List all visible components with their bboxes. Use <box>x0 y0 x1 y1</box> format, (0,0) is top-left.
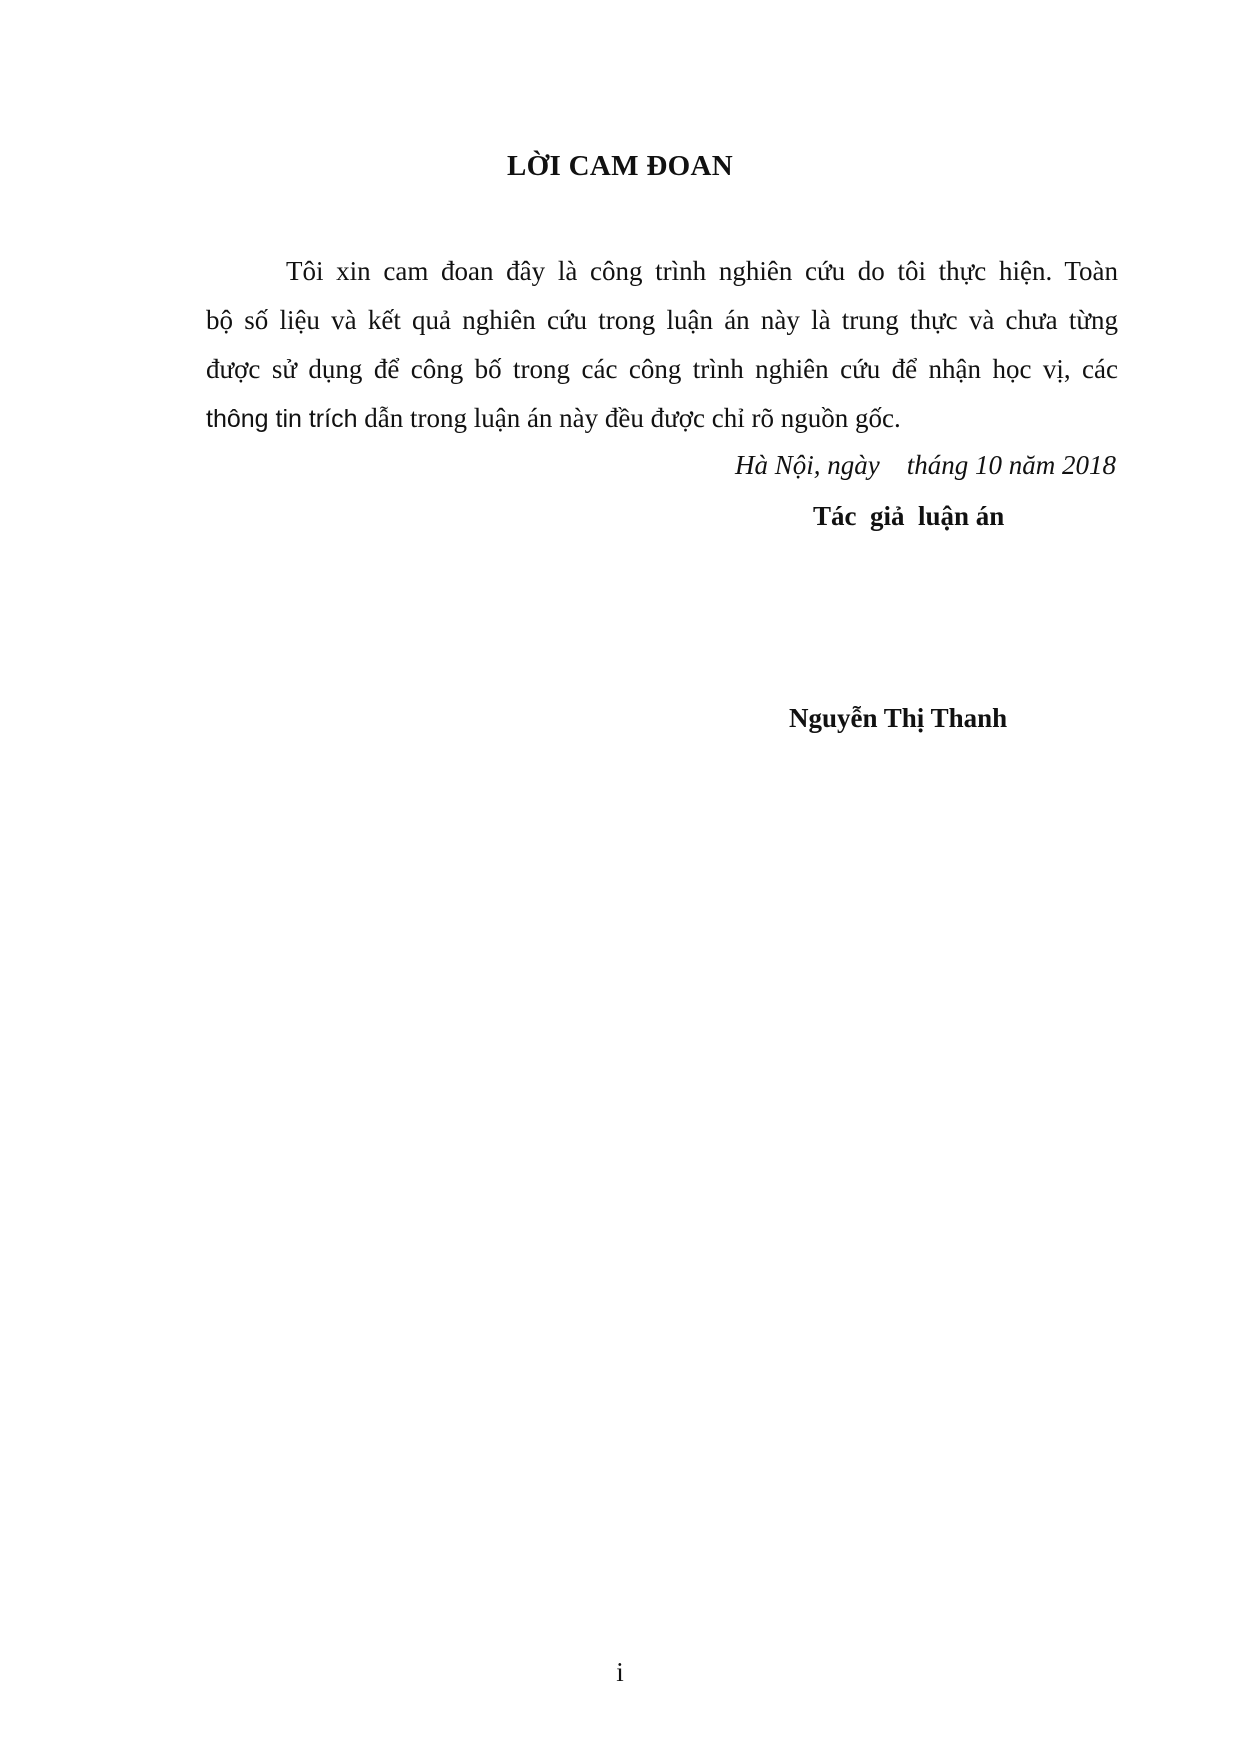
paragraph-line-1-text: Tôi xin cam đoan đây là công trình nghiên cứu do tôi thực hiện. Toàn <box>286 256 1118 286</box>
emphasis-text: thông tin trích <box>206 405 358 433</box>
place-and-date: Hà Nội, ngày tháng 10 năm 2018 <box>735 450 1116 480</box>
declaration-paragraph <box>206 247 1118 444</box>
paragraph-line-2: bộ số liệu và kết quả nghiên cứu trong luận án này là trung thực và chưa từng <box>206 305 1118 335</box>
paragraph-line-3: được sử dụng để công bố trong các công trình nghiên cứu để nhận học vị, các <box>206 354 1118 384</box>
author-name: Nguyễn Thị Thanh <box>789 703 1008 733</box>
page-title: LỜI CAM ĐOAN <box>507 150 733 182</box>
paragraph-line-4-text: dẫn trong luận án này đều được chỉ rõ nguồn gốc. <box>357 403 901 433</box>
paragraph-line-4 <box>206 394 1118 444</box>
author-role-label: Tác giả luận án <box>813 501 1005 531</box>
paragraph-line-1 <box>206 247 1118 296</box>
page-number: i <box>616 1657 624 1687</box>
